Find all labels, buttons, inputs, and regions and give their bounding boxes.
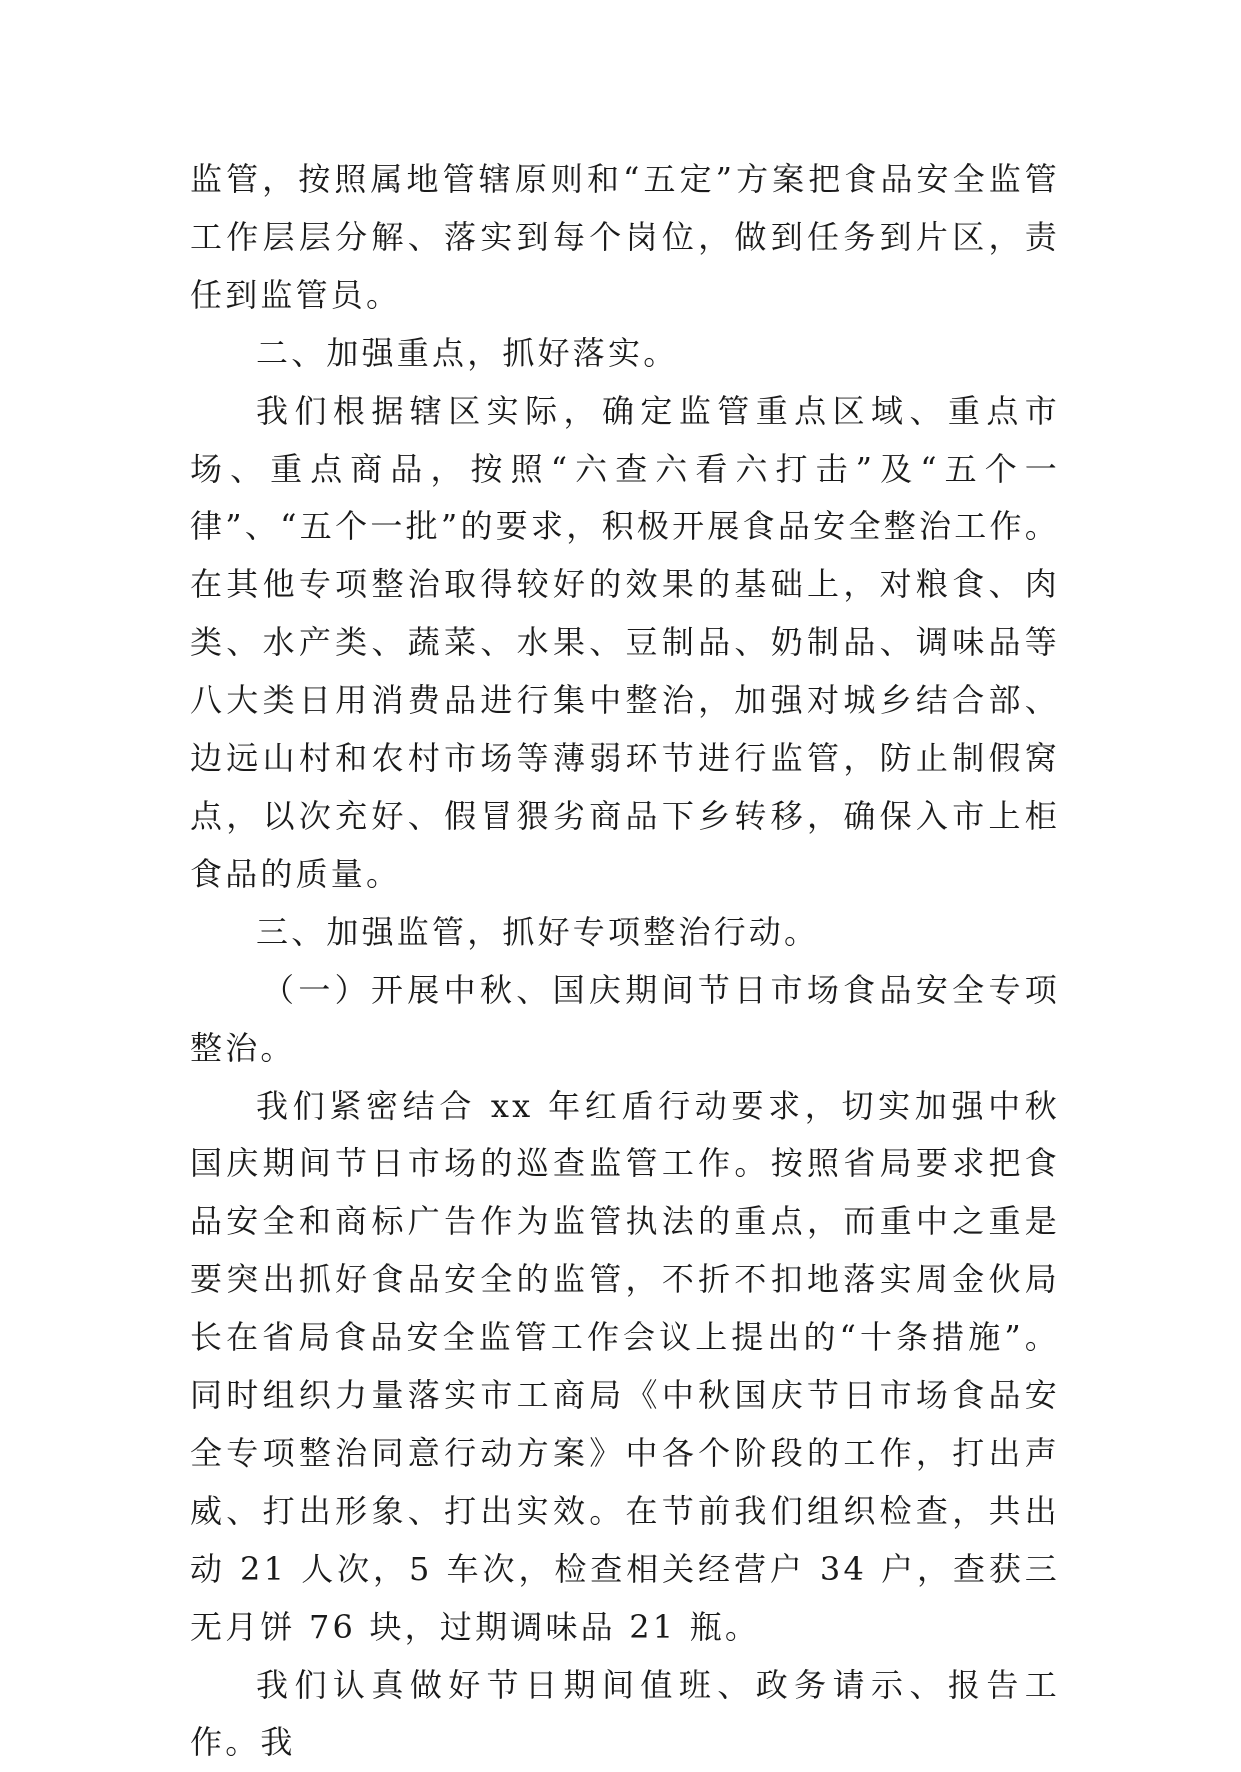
paragraph-duty: 我们认真做好节日期间值班、政务请示、报告工作。我 [190, 1665, 1060, 1762]
document-body [190, 151, 1060, 1772]
section-heading-2: 二、加强重点，抓好落实。 [256, 333, 679, 372]
paragraph-holiday-action: 我们紧密结合 xx 年红盾行动要求，切实加强中秋国庆期间节日市场的巡查监管工作。按照省局要求把食品安全和商标广告作为监管执法的重点，而重中之重是要突出抓好食品安全的监管，不折不扣地落实周金伙局长在省局食品安全监管工作会议上提出的“十条措施”。同时组织力量落实市工商局《中秋国庆节日市场食品安全专项整治同意行动方案》中各个阶段的工作，打出声威、打出形象、打出实效。在节前我们组织检查，共出动 21 人次，5 车次，检查相关经营户 34 户，查获三无月饼 76 块，过期调味品 21 瓶。 [190, 1086, 1060, 1646]
section-heading-3: 三、加强监管，抓好专项整治行动。 [256, 912, 820, 951]
paragraph-continuation: 监管，按照属地管辖原则和“五定”方案把食品安全监管工作层层分解、落实到每个岗位，做到任务到片区，责任到监管员。 [190, 160, 1060, 314]
subsection-heading-1: （一）开展中秋、国庆期间节日市场食品安全专项整治。 [190, 970, 1060, 1067]
paragraph-key-areas: 我们根据辖区实际，确定监管重点区域、重点市场、重点商品，按照“六查六看六打击”及“五个一律”、“五个一批”的要求，积极开展食品安全整治工作。在其他专项整治取得较好的效果的基础上，对粮食、肉类、水产类、蔬菜、水果、豆制品、奶制品、调味品等八大类日用消费品进行集中整治，加强对城乡结合部、边远山村和农村市场等薄弱环节进行监管，防止制假窝点，以次充好、假冒猥劣商品下乡转移，确保入市上柜食品的质量。 [190, 391, 1060, 893]
